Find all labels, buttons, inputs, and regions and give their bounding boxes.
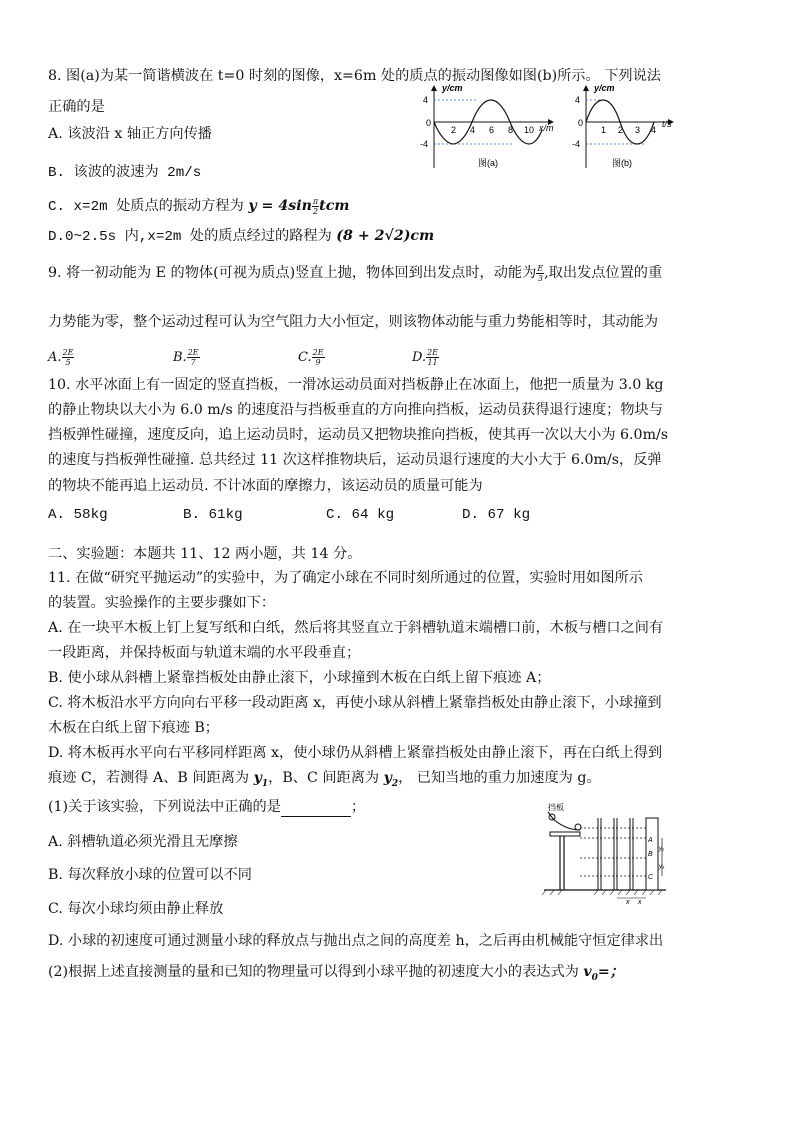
graph-b-ytick: 4 <box>575 95 581 105</box>
q11-y2: y <box>383 770 392 786</box>
q10-option-d: D. 67 kg <box>462 507 531 523</box>
q11-step-d-line1: D. 将木板再水平向右平移同样距离 x，使小球仍从斜槽上紧靠挡板处由静止滚下，再在白纸上得到 <box>48 745 663 761</box>
q8-option-a: A. 该波沿 x 轴正方向传播 <box>48 126 212 142</box>
fraction-numerator: 2E <box>62 348 74 357</box>
figure-point-a: A <box>648 837 653 844</box>
q11-y1: y <box>253 770 262 786</box>
q9-stem-part1: 9. 将一初动能为 E 的物体(可视为质点)竖直上抛，物体回到出发点时，动能为 <box>48 265 537 281</box>
graph-b-xtick: 1 <box>601 125 607 135</box>
q11-sub2-text: (2)根据上述直接测量的量和已知的物理量可以得到小球平抛的初速度大小的表达式为 <box>48 964 579 980</box>
q8-option-c <box>48 196 349 217</box>
fraction-denominator: 3 <box>537 273 543 283</box>
q11-sub1-text: (1)关于该实验，下列说法中正确的是 <box>48 799 281 815</box>
q10-line3: 挡板弹性碰撞，速度反向，追上运动员时，运动员又把物块推向挡板，使其再一次以大小为 6.0m/s <box>48 427 669 443</box>
fraction-numerator: 2E <box>427 348 439 357</box>
fraction-numerator: E <box>537 263 544 273</box>
q11-step-b: B. 使小球从斜槽上紧靠挡板处由静止滚下，小球撞到木板在白纸上留下痕迹 A； <box>48 670 551 686</box>
fraction-denominator: 5 <box>65 358 71 367</box>
q8-stem-line2: 正确的是 <box>48 99 105 115</box>
graph-b-xlabel: t/s <box>662 119 672 129</box>
q11-apparatus-figure <box>538 800 673 908</box>
graph-b-xtick: 2 <box>618 125 624 135</box>
q8-graph-b <box>572 82 682 172</box>
figure-x-label: x <box>626 899 630 906</box>
fraction-denominator: 2 <box>312 206 319 216</box>
graph-b-ytick: -4 <box>572 139 581 149</box>
q8-graph-a <box>420 82 560 172</box>
graph-b-ytick: 0 <box>578 118 584 128</box>
figure-y1-label: y₁ <box>659 846 664 852</box>
graph-a-ytick: 0 <box>426 118 432 128</box>
q9-option-b <box>173 348 200 367</box>
option-label: D. <box>412 350 427 365</box>
q8-option-b: B. 该波的波速为 2m/s <box>48 165 202 181</box>
q11-sub2 <box>48 962 624 988</box>
graph-a-xtick: 2 <box>451 125 457 135</box>
fraction-numerator: 2E <box>312 348 324 357</box>
fraction-denominator: 11 <box>427 358 438 367</box>
q9-stem-part2: ,取出发点位置的重 <box>544 265 663 281</box>
graph-a-ylabel: y/cm <box>442 83 463 93</box>
q10-line1: 10. 水平冰面上有一固定的竖直挡板，一滑冰运动员面对挡板静止在冰面上，他把一质量为 3.0 kg <box>48 377 664 393</box>
graph-b-ylabel: y/cm <box>594 83 615 93</box>
q10-line2: 的静止物块以大小为 6.0 m/s 的速度沿与挡板垂直的方向推向挡板，运动员获得退行速度；物块与 <box>48 402 663 418</box>
q11-text: ，B、C 间距离为 <box>268 770 380 786</box>
q10-line5: 的物块不能再追上运动员. 不计冰面的摩擦力，该运动员的质量可能为 <box>48 478 483 494</box>
q11-line2: 的装置。实验操作的主要步骤如下： <box>48 595 276 611</box>
q11-v0-subscript: 0 <box>591 972 598 983</box>
q8-option-c-math: y = 4sin <box>248 198 312 214</box>
figure-baffle-label: 挡板 <box>548 803 564 812</box>
q10-option-a: A. 58kg <box>48 507 108 523</box>
figure-point-c: C <box>648 874 654 881</box>
q11-option-b: B. 每次释放小球的位置可以不同 <box>48 867 252 883</box>
q9-option-c <box>298 348 325 367</box>
graph-a-caption: 图(a) <box>478 158 498 168</box>
q11-step-c-line2: 木板在白纸上留下痕迹 B； <box>48 720 219 736</box>
graph-a-xtick: 10 <box>524 125 535 135</box>
q10-option-b: B. 61kg <box>183 507 243 523</box>
fraction-numerator: 2E <box>187 348 199 357</box>
q11-option-d: D. 小球的初速度可通过测量小球的释放点与抛出点之间的高度差 h，之后再由机械能守恒定律求出 <box>48 933 664 949</box>
option-label: B. <box>173 350 187 365</box>
q11-v0-tail: =； <box>597 964 624 980</box>
q11-text: ， 已知当地的重力加速度为 g。 <box>398 770 601 786</box>
q11-sub1-end: ； <box>350 799 366 815</box>
q8-option-d-math: (8 + 2√2)cm <box>336 228 435 244</box>
q11-y1-subscript: 1 <box>261 778 269 789</box>
q8-option-c-text: C. x=2m 处质点的振动方程为 <box>48 199 244 215</box>
q11-sub1 <box>48 797 365 817</box>
graph-a-xtick: 8 <box>508 125 514 135</box>
q8-option-c-math-tail: tcm <box>319 198 350 214</box>
q11-step-c-line1: C. 将木板沿水平方向向右平移一段动距离 x，再使小球从斜槽上紧靠挡板处由静止滚下，小球撞到 <box>48 695 662 711</box>
fraction-denominator: 9 <box>315 358 321 367</box>
fraction-denominator: 7 <box>190 358 196 367</box>
fraction-numerator: π <box>312 196 319 206</box>
figure-x-label: x <box>638 899 642 906</box>
q9-option-a <box>48 348 74 367</box>
graph-b-caption: 图(b) <box>612 158 632 168</box>
q8-option-d <box>48 226 434 247</box>
q8-option-d-text: D.0~2.5s 内,x=2m 处的质点经过的路程为 <box>48 229 332 245</box>
graph-a-ytick: -4 <box>420 139 429 149</box>
q11-step-a-line2: 一段距离，并保持板面与轨道末端的水平段垂直； <box>48 645 361 661</box>
q10-option-c: C. 64 kg <box>326 507 395 523</box>
q11-v0: v <box>583 964 592 980</box>
q11-text: 痕迹 C，若测得 A、B 间距离为 <box>48 770 250 786</box>
q11-line1: 11. 在做“研究平抛运动”的实验中，为了确定小球在不同时刻所通过的位置，实验时用如图所示 <box>48 570 643 586</box>
graph-a-xtick: 4 <box>470 125 476 135</box>
option-label: A. <box>48 350 62 365</box>
q8-stem-line1: 8. 图(a)为某一简谐横波在 t=0 时刻的图像，x=6m 处的质点的振动图像如图(b)所示。 下列说法 <box>48 68 661 84</box>
section-heading: 二、实验题：本题共 11、12 两小题，共 14 分。 <box>48 546 362 562</box>
graph-b-xtick: 3 <box>635 125 641 135</box>
graph-a-xlabel: x/m <box>539 123 554 133</box>
figure-point-b: B <box>648 851 653 858</box>
q9-option-d <box>412 348 439 367</box>
q10-line4: 的速度与挡板弹性碰撞. 总共经过 11 次这样推物块后，运动员退行速度的大小大于 6.0m/s，反弹 <box>48 452 662 468</box>
q11-step-d-line2 <box>48 768 601 794</box>
graph-a-ytick: 4 <box>423 95 429 105</box>
q9-stem-fraction <box>536 264 544 283</box>
q9-stem-line1 <box>48 263 662 283</box>
answer-blank[interactable] <box>281 802 351 817</box>
graph-a-xtick: 6 <box>489 125 495 135</box>
q9-stem-line2: 力势能为零，整个运动过程可认为空气阻力大小恒定，则该物体动能与重力势能相等时，其动能为 <box>48 314 659 330</box>
q11-option-c: C. 每次小球均须由静止释放 <box>48 901 224 917</box>
q11-option-a: A. 斜槽轨道必须光滑且无摩擦 <box>48 834 238 850</box>
figure-y2-label: y₂ <box>659 864 665 870</box>
option-label: C. <box>298 350 312 365</box>
q11-y2-subscript: 2 <box>391 778 399 789</box>
q11-step-a-line1: A. 在一块平木板上钉上复写纸和白纸，然后将其竖直立于斜槽轨道末端槽口前，木板与槽口之间有 <box>48 620 664 636</box>
graph-b-xtick: 4 <box>651 125 657 135</box>
